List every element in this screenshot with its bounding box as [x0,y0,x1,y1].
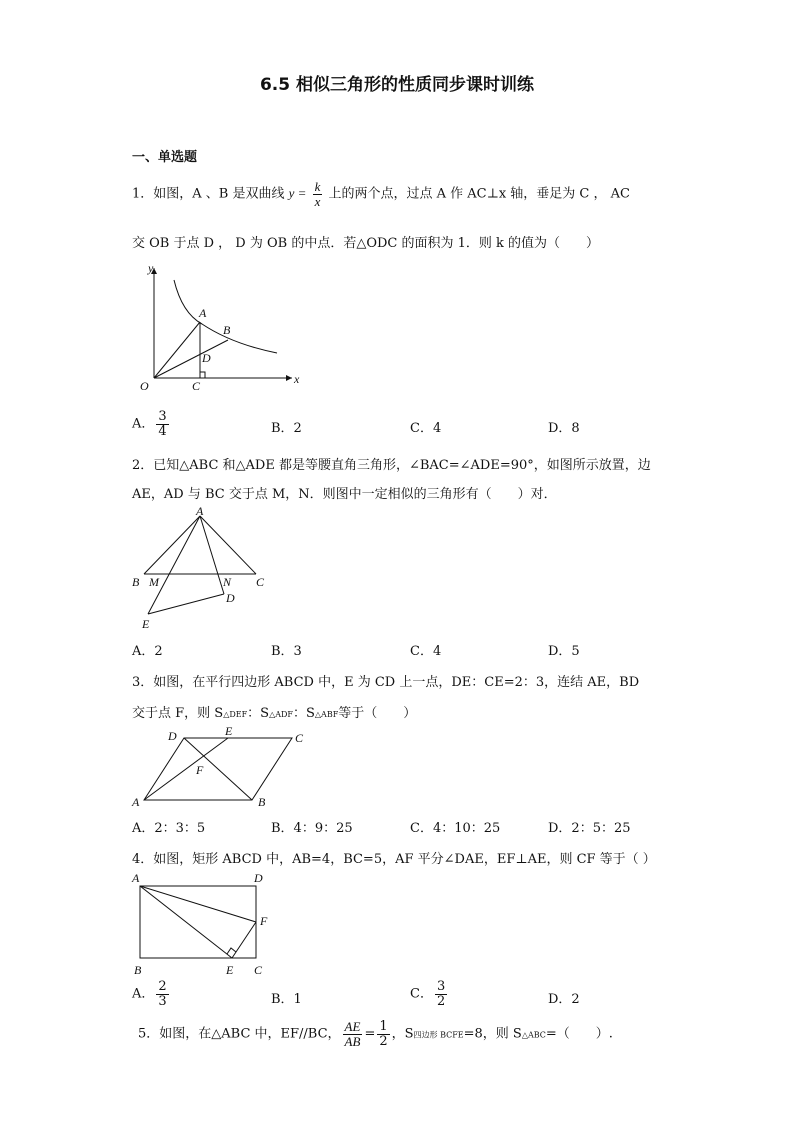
q1-hyperbola [174,280,277,353]
q1-text-b: 上的两个点，过点 A 作 AC⊥x 轴，垂足为 C ， AC [328,186,630,202]
q1-line-1 [132,180,672,208]
q1-option-c[interactable]: C．4 [410,421,442,436]
q1-option-d[interactable]: D．8 [548,421,580,436]
q1-x-arrow [286,375,292,381]
q1-label-O: O [140,379,149,393]
q2-label-E: E [142,617,150,631]
q3-line-2: 交于点 F，则 S△DEF：S△ADF：S△ABF等于（ ） [132,706,417,721]
q5-line-1: 5．如图，在△ABC 中，EF//BC， $\frac{AE}{AB}$ = $\frac{1}{2}$ ，S四边形 BCFE=8，则 S△ABC=（ ）. [138,1019,613,1049]
q2-line-AD [200,516,224,594]
q4-option-b[interactable]: B．1 [271,992,302,1007]
q1-line-OB [154,340,228,378]
q3-line-1: 3．如图，在平行四边形 ABCD 中，E 为 CD 上一点，DE：CE=2：3，连结 AE，BD [132,675,640,690]
q3-option-c[interactable]: C．4：10：25 [410,821,501,836]
q3-label-B: B [258,795,266,809]
q1-label-D: D [202,351,211,365]
q4-right-angle [227,948,236,954]
q3-line-BD [184,738,252,800]
q2-label-N: N [223,575,232,589]
q3-option-b[interactable]: B．4：9：25 [271,821,353,836]
q2-line-ED [148,594,224,614]
q2-label-D: D [226,591,235,605]
q4-figure [128,868,278,980]
q2-label-M: M [149,575,159,589]
q1-label-B: B [223,323,231,337]
q1-line-OA [154,322,200,378]
q1-option-b[interactable]: B．2 [271,421,302,436]
q2-label-C: C [256,575,265,589]
q4-label-A: A [132,871,140,885]
q3-figure [128,724,318,812]
q1-options [132,410,672,440]
q1-eq-lhs: y = [288,185,307,201]
q1-label-A: A [199,306,207,320]
q3-label-A: A [132,795,140,809]
q3-label-F: F [196,763,204,777]
q2-option-a[interactable]: A．2 [132,644,163,659]
q4-label-F: F [260,914,268,928]
q1-text-a: 1．如图，A 、B 是双曲线 [132,186,285,202]
q3-option-d[interactable]: D．2：5：25 [548,821,631,836]
q1-line-2: 交 OB 于点 D ， D 为 OB 的中点．若△ODC 的面积为 1．则 k 的值为（ ） [132,236,600,251]
q1-figure [132,258,312,398]
q4-label-B: B [134,963,142,977]
q4-line-AE [140,886,232,958]
q1-frac-den: x [314,193,321,209]
q3-label-D: D [168,729,177,743]
q2-line-AE [148,516,200,614]
q3-label-E: E [225,724,233,738]
q2-figure [128,506,278,634]
q2-option-c[interactable]: C．4 [410,644,442,659]
q3-option-a[interactable]: A．2：3：5 [132,821,206,836]
q2-label-A: A [196,506,204,518]
q2-option-d[interactable]: D．5 [548,644,580,659]
q1-frac-num: k [314,179,321,194]
q5-fraction-rhs: $\frac{1}{2}$ [379,1019,388,1049]
q1-label-C: C [192,379,201,393]
q2-option-b[interactable]: B．3 [271,644,302,659]
q4-label-D: D [254,871,263,885]
q3-label-C: C [295,731,304,745]
q3-line-AE [144,738,228,800]
q4-option-d[interactable]: D．2 [548,992,580,1007]
q2-line-1: 2．已知△ABC 和△ADE 都是等腰直角三角形，∠BAC=∠ADE=90°，如图所示放置，边 [132,458,651,473]
q1-right-angle [200,372,205,378]
q1-fraction [313,180,323,208]
q3-options [132,817,672,847]
q2-line-AB [144,516,200,574]
q4-line-AF [140,886,256,922]
q1-label-y: y [148,261,154,275]
q1-label-x: x [294,372,300,386]
section-heading: 一、单选题 [132,150,198,165]
q4-line-1: 4．如图，矩形 ABCD 中，AB=4，BC=5，AF 平分∠DAE，EF⊥AE，则 CF 等于（ ） [132,852,656,867]
q4-line-EF [232,922,256,958]
q2-options [132,640,672,670]
q2-line-2: AE，AD 与 BC 交于点 M，N．则图中一定相似的三角形有（ ）对． [132,487,557,502]
q1-option-a[interactable]: A． $\frac{3}{4}$ [132,409,167,439]
q4-options [132,980,672,1010]
q4-option-a[interactable]: A． $\frac{2}{3}$ [132,979,167,1009]
q4-label-C: C [254,963,263,977]
page-title: 6.5 相似三角形的性质同步课时训练 [259,75,535,95]
q4-option-c[interactable]: C． $\frac{3}{2}$ [410,979,446,1009]
q2-label-B: B [132,575,140,589]
q4-label-E: E [226,963,234,977]
q5-fraction: $\frac{AE}{AB}$ [344,1019,361,1049]
